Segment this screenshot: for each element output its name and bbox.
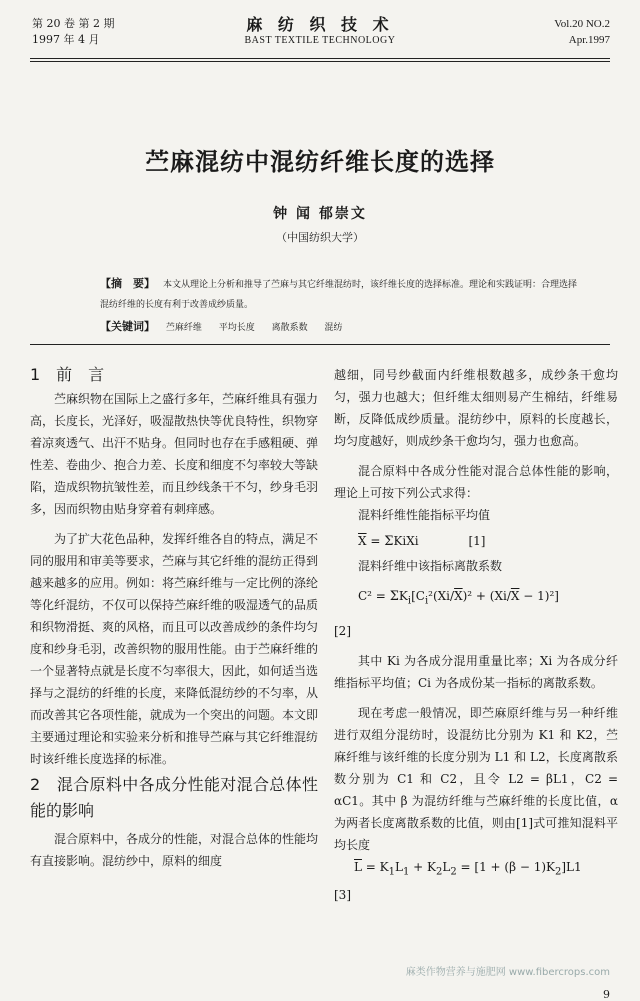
paragraph: 为了扩大花色品种，发挥纤维各自的特点，满足不同的服用和审美等要求，苎麻与其它纤维的混纺正得到越来越多的应用。例如：将苎麻纤维与一定比例的涤纶等化纤混纺，不仅可以保持苎麻纤维的吸湿透气的品质和织物滑挺、爽的风格，而且可以改善成纱的条件均匀度和纱身毛羽，改善织物的服用性能。由于苎麻纤维的一个显著特点就是长度不匀率很大，因此，如何适当选择与之混纺的纤维的长度，来降低混纺纱的不匀率，从而改善其它各项性能，就成为一个突出的问题。本文即主要通过理论和实验来分析和推导苎麻与其它纤维混纺时该纤维长度选择的标准。 [30,532,319,766]
paragraph: 混合原料中各成分性能对混合总体性能的影响，理论上可按下列公式求得： [334,464,618,500]
equation-2-number: [2] [334,624,351,639]
keywords [100,318,580,334]
equation-3: $\overline{L} = K_1L_1 + K_2L_2 = [1 + (\beta - 1)K_2]L1$ [354,860,582,878]
abstract-label: 【摘 要】 [100,277,155,290]
abstract-text: 本文从理论上分析和推导了苎麻与其它纤维混纺时，该纤维长度的选择标准。理论和实践证明：合理选择混纺纤维的长度有利于改善成纱质量。 [100,280,578,310]
right-column [334,364,618,906]
label-cv: 混料纤维中该指标离散系数 [358,559,503,573]
journal-name [200,12,440,46]
paragraph: 现在考虑一般情况，即苎麻原纤维与另一种纤维进行双组分混纺时，设混纺比分别为 K1 和 K2，苎麻纤维与该纤维的长度分别为 L1 和 L2，长度离散系数分别为 C1 和 C2，且令 L2 = βL1，C2 = αC1。其中 β 为混纺纤维与苎麻纤维的长度比值，α 为两者长度离散系数的比值，则由[1]式可推知混料平均长度 [334,706,618,853]
paper-authors: 钟 闻 郁崇文 [273,206,367,222]
label-mean: 混料纤维性能指标平均值 [358,508,491,522]
watermark: 麻类作物营养与施肥网 www.fibercrops.com [405,967,610,978]
paragraph: 其中 Ki 为各成分混用重量比率；Xi 为各成分纤维指标平均值；Ci 为各成份某一指标的离散系数。 [334,654,618,691]
journal-name-en: BAST TEXTILE TECHNOLOGY [244,35,396,46]
paragraph: 苎麻织物在国际上之盛行多年，苎麻纤维具有强力高，长度长，光泽好，吸湿散热快等优良特性，织物穿着凉爽透气、出汗不贴身。但同时也存在手感粗硬、弹性差、卷曲少、抱合力差、长度和细度不匀率较大等缺陷，造成织物抗皱性差，而且纱线条干不匀，纱身毛羽多，因而织物由贴身穿着有刺痒感。 [30,392,319,516]
page-number: 9 [603,988,610,1001]
journal-name-cn: 麻 纺 织 技 术 [246,15,394,34]
paragraph: 混合原料中，各成分的性能，对混合总体的性能均有直接影响。混纺纱中，原料的细度 [30,832,319,868]
date-cn: 1997 年 4 月 [32,33,100,46]
date-en: Apr.1997 [568,34,610,46]
left-column [30,362,318,872]
keyword: 离散系数 [271,323,308,333]
keywords-label: 【关键词】 [100,320,155,333]
paragraph: 越细，同号纱截面内纤维根数越多，成纱条干愈均匀，强力也越大；但纤维太细则易产生棉结，纤维易断，反降低成纱质量。混纺纱中，原料的长度越长，均匀度越好，则成纱条干愈均匀，强力也愈高。 [334,368,618,448]
header-left [32,16,114,48]
section-1-heading: 1 前 言 [30,365,105,384]
header-right [554,16,610,48]
equation-2: $C^2 = \Sigma K_i[C_i^2(Xi/\overline{X})^2 + (Xi/\overline{X} - 1)^2]$ [358,589,559,607]
equation-1: $\overline{X}$ = ΣKiXi [1] [358,534,486,549]
header-rule-top [30,58,610,59]
abstract-rule [30,344,610,345]
paper-title: 苎麻混纺中混纺纤维长度的选择 [145,148,495,176]
equation-1-number: [1] [468,534,486,548]
keyword: 平均长度 [218,323,255,333]
volume-issue-en: Vol.20 NO.2 [554,18,610,30]
abstract [100,274,580,315]
keyword: 苎麻纤维 [165,323,202,333]
equation-3-number: [3] [334,887,351,902]
volume-issue-cn: 第 20 卷 第 2 期 [32,17,115,30]
header-rule-bottom [30,61,610,62]
section-2-heading: 2 混合原料中各成分性能对混合总体性能的影响 [30,775,318,820]
paper-affiliation: （中国纺织大学） [276,231,364,244]
keyword: 混纺 [324,323,343,333]
